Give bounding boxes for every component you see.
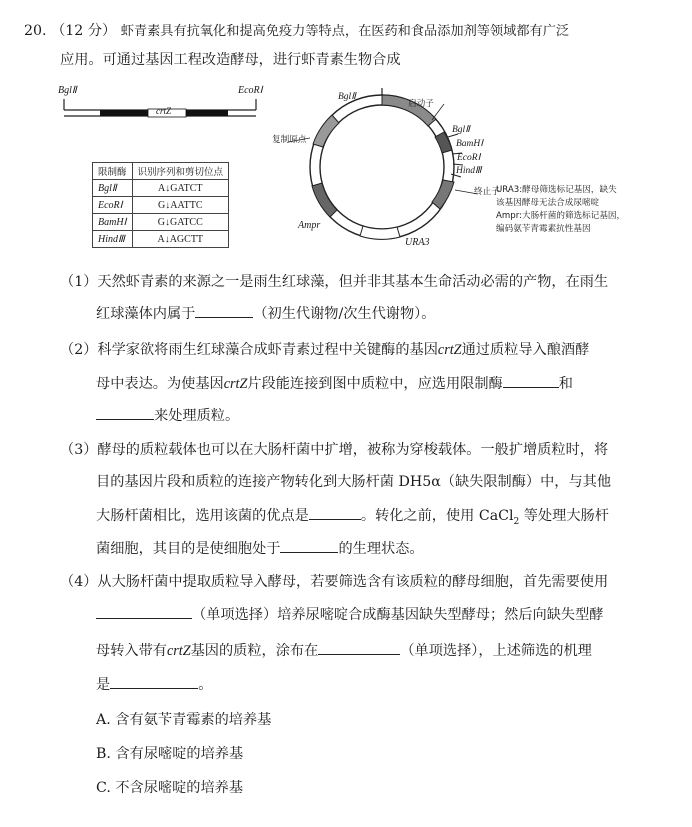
legend-line: Ampr:大肠杆菌的筛选标记基因， xyxy=(496,211,626,221)
q3-line1 xyxy=(60,440,608,460)
q2-line3 xyxy=(96,405,239,426)
enzyme-name: BglⅡ xyxy=(93,180,133,197)
q2-gene-name: crtZ xyxy=(437,342,462,358)
legend-line: 该基因酵母无法合成尿嘧啶 xyxy=(496,198,600,208)
q4-answer-blank-1[interactable] xyxy=(96,604,192,619)
figure-legend xyxy=(496,184,625,236)
q4-line2 xyxy=(96,604,603,625)
plasmid-hind-label: HindⅢ xyxy=(456,166,482,176)
table-row xyxy=(93,214,229,231)
enzyme-site: A↓AGCTT xyxy=(132,231,229,248)
q1-answer-blank[interactable] xyxy=(195,303,253,318)
table-row xyxy=(93,197,229,214)
option-c: C. 不含尿嘧啶的培养基 xyxy=(96,780,244,796)
q3-line2: 目的基因片段和质粒的连接产物转化到大肠杆菌 DH5α（缺失限制酶）中，与其他 xyxy=(96,474,612,490)
table-header-cell: 限制酶 xyxy=(93,163,133,180)
enzyme-name: EcoRⅠ xyxy=(93,197,133,214)
origin-label: 复制原点 xyxy=(272,135,307,145)
q4-answer-blank-2[interactable] xyxy=(318,640,400,655)
terminator-label: 终止子 xyxy=(474,187,500,197)
q2-answer-blank-2[interactable] xyxy=(96,405,154,420)
q2-text-2c: 和 xyxy=(558,376,573,392)
table-row xyxy=(93,231,229,248)
q3-text-3a: 大肠杆菌相比，选用该菌的优点是 xyxy=(96,508,309,524)
legend-line: 编码氨苄青霉素抗性基因 xyxy=(496,224,591,234)
enzyme-site: G↓AATTC xyxy=(132,197,229,214)
q4-text-1: 从大肠杆菌中提取质粒导入酵母，若要筛选含有该质粒的酵母细胞，首先需要使用 xyxy=(97,574,609,590)
q3-answer-blank-2[interactable] xyxy=(280,538,338,553)
question-number: 20. xyxy=(24,23,47,39)
q2-text-2a: 母中表达。为使基因 xyxy=(96,376,224,392)
enzyme-table-header xyxy=(93,163,229,180)
q1-text-2a: 红球藻体内属于 xyxy=(96,306,196,322)
q2-answer-blank-1[interactable] xyxy=(503,373,559,388)
plasmid-bgl-right-label: BglⅡ xyxy=(452,125,470,135)
q4-gene-name: crtZ xyxy=(166,643,191,659)
q3-subscript: 2 xyxy=(513,516,520,527)
q4-text-2: （单项选择）培养尿嘧啶合成酶基因缺失型酵母；然后向缺失型酵 xyxy=(192,607,604,623)
q2-text-1b: 通过质粒导入酿酒酵 xyxy=(461,342,590,358)
ura3-label: URA3 xyxy=(405,237,430,248)
q4-text-4a: 是 xyxy=(96,677,111,693)
enzyme-name: BamHⅠ xyxy=(93,214,133,231)
q4-line1 xyxy=(60,572,608,592)
q2-text-1a: 科学家欲将雨生红球藻合成虾青素过程中关键酶的基因 xyxy=(97,342,438,358)
question-intro-line1 xyxy=(24,21,569,42)
option-a: A. 含有氨苄青霉素的培养基 xyxy=(96,712,272,728)
q4-text-3b: 基因的质粒，涂布在 xyxy=(190,643,319,659)
question-intro-line2: 应用。可通过基因工程改造酵母，进行虾青素生物合成 xyxy=(60,52,401,68)
ampr-label: Ampr xyxy=(298,220,321,231)
plasmid-bgl-top-label: BglⅡ xyxy=(338,92,356,102)
q1-text-2b: （初生代谢物/次生代谢物）。 xyxy=(253,306,436,322)
q3-number: （3） xyxy=(60,442,98,458)
figure xyxy=(60,82,680,252)
table-header-cell: 识别序列和剪切位点 xyxy=(132,163,229,180)
enzyme-table xyxy=(92,162,229,248)
q3-answer-blank-1[interactable] xyxy=(309,505,361,520)
q2-gene-name-2: crtZ xyxy=(223,376,248,392)
intro-text-1: 虾青素具有抗氧化和提高免疫力等特点，在医药和食品添加剂等领域都有广泛 xyxy=(120,24,570,39)
q4-line4 xyxy=(96,674,212,695)
plasmid-ecor-label: EcoRⅠ xyxy=(457,153,481,163)
plasmid-diagram xyxy=(288,88,481,239)
enzyme-site: A↓GATCT xyxy=(132,180,229,197)
q3-text-3c: 等处理大肠杆 xyxy=(519,508,609,524)
q2-line1 xyxy=(60,340,589,360)
q3-text-4a: 菌细胞，其目的是使细胞处于 xyxy=(96,541,281,557)
plasmid-bamh-label: BamHⅠ xyxy=(456,139,484,149)
option-b: B. 含有尿嘧啶的培养基 xyxy=(96,746,244,762)
q2-text-2b: 片段能连接到图中质粒中，应选用限制酶 xyxy=(247,376,503,392)
question-points: （12 分） xyxy=(51,23,117,39)
fragment-bgl-label: BglⅡ xyxy=(58,85,77,96)
q1-line1 xyxy=(60,272,608,292)
table-row xyxy=(93,180,229,197)
q2-number: （2） xyxy=(60,342,98,358)
q4-text-3a: 母转入带有 xyxy=(96,643,167,659)
q4-text-4b: 。 xyxy=(198,677,213,693)
q4-text-3c: （单项选择），上述筛选的机理 xyxy=(400,643,592,659)
legend-line: URA3:酵母筛选标记基因，缺失 xyxy=(496,185,617,195)
q4-answer-blank-3[interactable] xyxy=(110,674,198,689)
q2-text-3: 来处理质粒。 xyxy=(154,408,240,424)
q1-line2 xyxy=(96,303,435,324)
q2-line2 xyxy=(96,373,573,394)
q4-number: （4） xyxy=(60,574,98,590)
q4-line3 xyxy=(96,640,592,661)
enzyme-name: HindⅢ xyxy=(93,231,133,248)
fragment-ecor-label: EcoRⅠ xyxy=(238,85,263,96)
q1-number: （1） xyxy=(60,274,98,290)
q3-line4 xyxy=(96,538,424,559)
q3-text-3b: 。转化之前，使用 CaCl xyxy=(360,508,514,524)
fragment-gene-label: crtZ xyxy=(156,106,172,116)
promoter-label: 启动子 xyxy=(408,99,434,109)
enzyme-site: G↓GATCC xyxy=(132,214,229,231)
q3-line3 xyxy=(96,505,609,532)
q3-text-4b: 的生理状态。 xyxy=(338,541,424,557)
q3-text-1: 酵母的质粒载体也可以在大肠杆菌中扩增，被称为穿梭载体。一般扩增质粒时，将 xyxy=(97,442,609,458)
q1-text-1: 天然虾青素的来源之一是雨生红球藻，但并非其基本生命活动必需的产物，在雨生 xyxy=(97,274,609,290)
